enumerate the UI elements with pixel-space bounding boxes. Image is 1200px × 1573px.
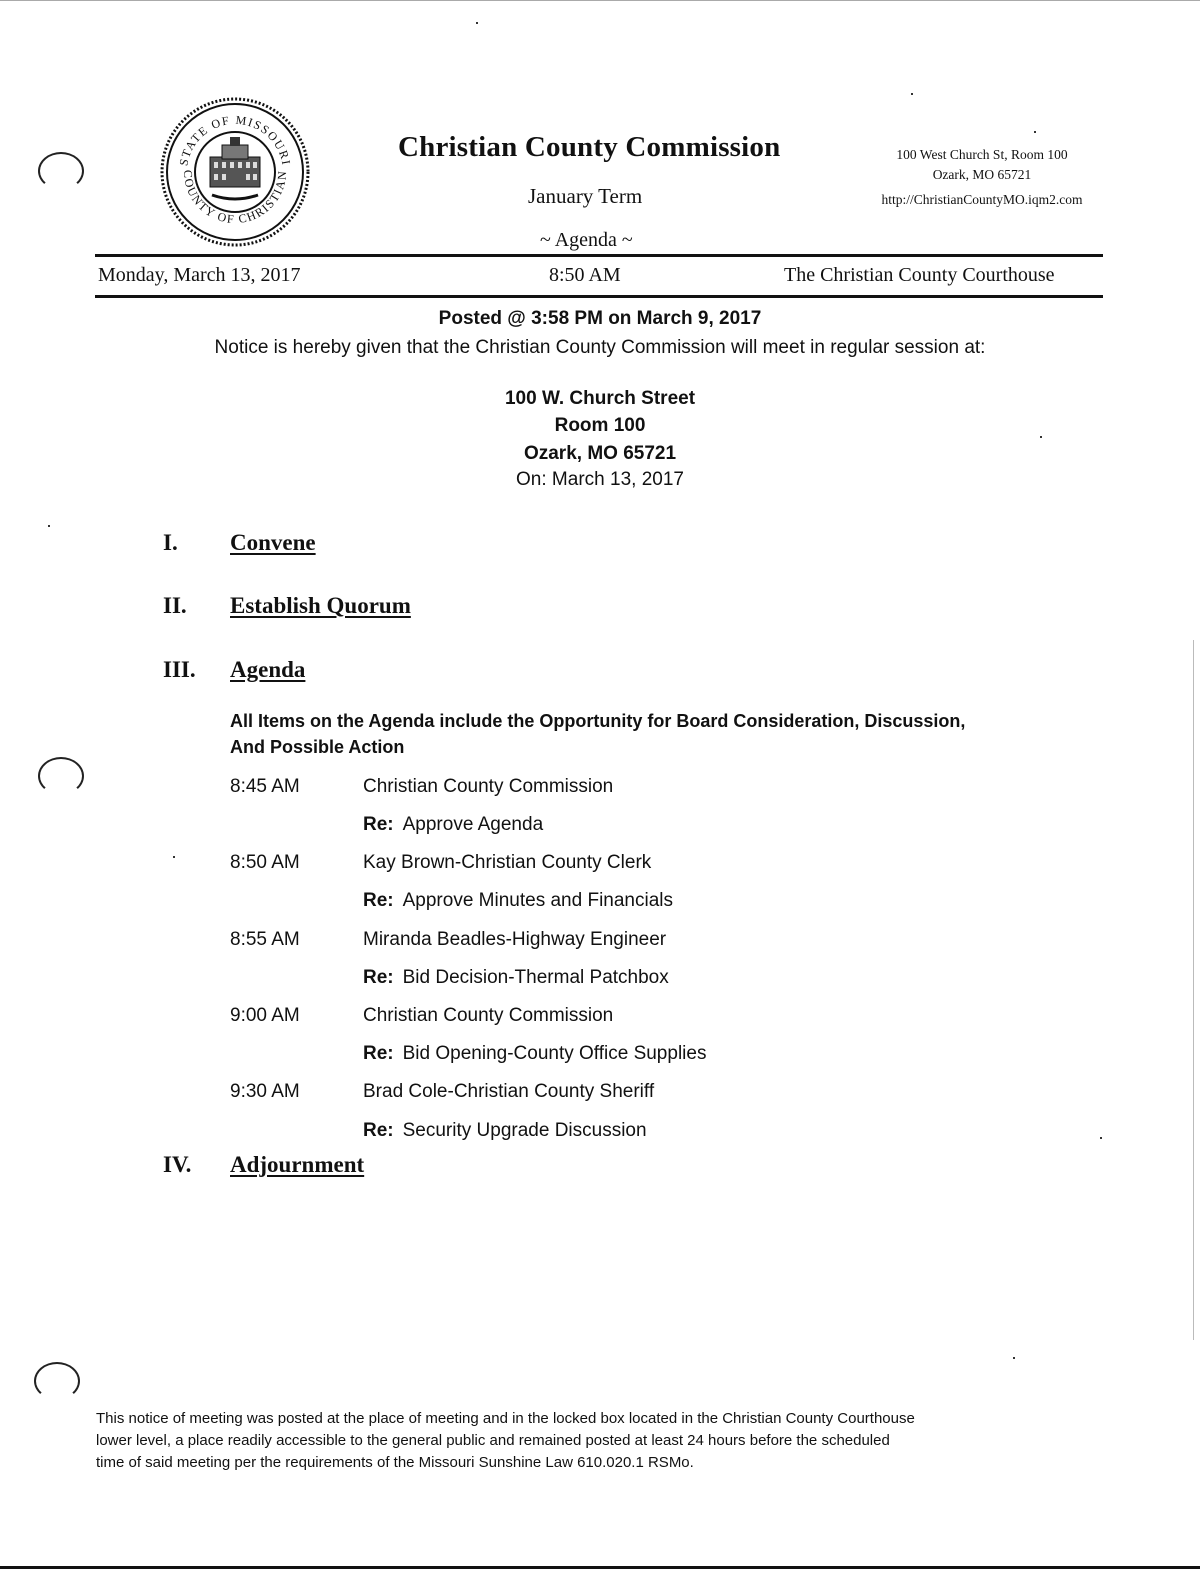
punch-hole <box>38 757 84 795</box>
scan-speck <box>476 22 478 24</box>
notice-text: Notice is hereby given that the Christian County Commission will meet in regular session at: <box>214 337 986 358</box>
item-time: 8:50 AM <box>230 852 300 873</box>
section-number: III. <box>163 657 196 682</box>
agenda-heading: ~ Agenda ~ <box>540 229 633 251</box>
re-label: Re: <box>363 814 394 835</box>
footer-line-1: This notice of meeting was posted at the place of meeting and in the locked box located in the Christian County Courthouse <box>96 1410 915 1427</box>
posted-timestamp: Posted @ 3:58 PM on March 9, 2017 <box>438 308 762 329</box>
agenda-note-line-2: And Possible Action <box>230 737 405 757</box>
item-subject: Bid Opening-County Office Supplies <box>402 1043 707 1064</box>
item-regarding <box>363 1043 706 1065</box>
item-regarding <box>363 814 543 836</box>
footer-line-3: time of said meeting per the requirements of the Missouri Sunshine Law 610.020.1 RSMo. <box>96 1454 694 1471</box>
website-link[interactable]: http://ChristianCountyMO.iqm2.com <box>881 192 1083 207</box>
seal-emblem-icon <box>160 97 310 247</box>
item-time: 9:00 AM <box>230 1005 300 1026</box>
item-presenter: Christian County Commission <box>363 1005 614 1026</box>
county-seal <box>160 97 310 247</box>
scan-speck <box>911 93 913 95</box>
section-title-quorum: Establish Quorum <box>230 593 411 618</box>
meeting-time: 8:50 AM <box>549 264 621 286</box>
item-subject: Approve Minutes and Financials <box>402 890 673 911</box>
item-time: 9:30 AM <box>230 1081 300 1102</box>
section-number: IV. <box>163 1152 192 1177</box>
re-label: Re: <box>363 890 394 911</box>
scan-right-edge <box>1193 640 1194 1340</box>
scan-speck <box>48 525 50 527</box>
location-city: Ozark, MO 65721 <box>523 443 677 464</box>
item-regarding <box>363 1120 647 1142</box>
punch-hole <box>38 152 84 190</box>
scan-top-edge <box>0 0 1200 3</box>
scan-speck <box>173 856 175 858</box>
item-subject: Bid Decision-Thermal Patchbox <box>402 967 669 988</box>
address-line-1: 100 West Church St, Room 100 <box>896 147 1068 162</box>
meeting-date: Monday, March 13, 2017 <box>98 264 301 286</box>
item-presenter: Brad Cole-Christian County Sheriff <box>363 1081 655 1102</box>
date-divider <box>95 295 1103 298</box>
item-subject: Security Upgrade Discussion <box>402 1120 647 1141</box>
item-presenter: Miranda Beadles-Highway Engineer <box>363 929 667 950</box>
punch-hole <box>34 1362 80 1400</box>
svg-text:STATE OF MISSOURI: STATE OF MISSOURI <box>176 112 294 167</box>
item-regarding <box>363 890 673 912</box>
address-line-2: Ozark, MO 65721 <box>932 167 1032 182</box>
re-label: Re: <box>363 1043 394 1064</box>
footer-line-2: lower level, a place readily accessible to the general public and remained posted at least 24 hours before the scheduled <box>96 1432 890 1449</box>
agenda-note-line-1: All Items on the Agenda include the Opportunity for Board Consideration, Discussion, <box>230 711 966 731</box>
item-subject: Approve Agenda <box>402 814 544 835</box>
header-divider <box>95 254 1103 257</box>
item-presenter: Christian County Commission <box>363 776 614 797</box>
svg-text:COUNTY OF CHRISTIAN: COUNTY OF CHRISTIAN <box>180 169 290 227</box>
scan-bottom-edge <box>0 1566 1200 1569</box>
item-presenter: Kay Brown-Christian County Clerk <box>363 852 652 873</box>
item-regarding <box>363 967 669 989</box>
scan-speck <box>1100 1137 1102 1139</box>
term-label: January Term <box>528 184 643 208</box>
section-title-adjournment: Adjournment <box>230 1152 365 1177</box>
section-number: II. <box>163 593 187 618</box>
posting-notice-footer <box>96 1408 1046 1474</box>
re-label: Re: <box>363 967 394 988</box>
location-room: Room 100 <box>554 415 646 436</box>
item-time: 8:55 AM <box>230 929 300 950</box>
section-title-agenda: Agenda <box>230 657 306 682</box>
page-title: Christian County Commission <box>398 131 781 163</box>
section-title-convene: Convene <box>230 530 316 555</box>
location-street: 100 W. Church Street <box>504 388 696 409</box>
scan-speck <box>1013 1357 1015 1359</box>
section-number: I. <box>163 530 178 555</box>
meeting-place: The Christian County Courthouse <box>784 264 1055 286</box>
re-label: Re: <box>363 1120 394 1141</box>
item-time: 8:45 AM <box>230 776 300 797</box>
location-date: On: March 13, 2017 <box>516 469 684 490</box>
scan-speck <box>1034 131 1036 133</box>
